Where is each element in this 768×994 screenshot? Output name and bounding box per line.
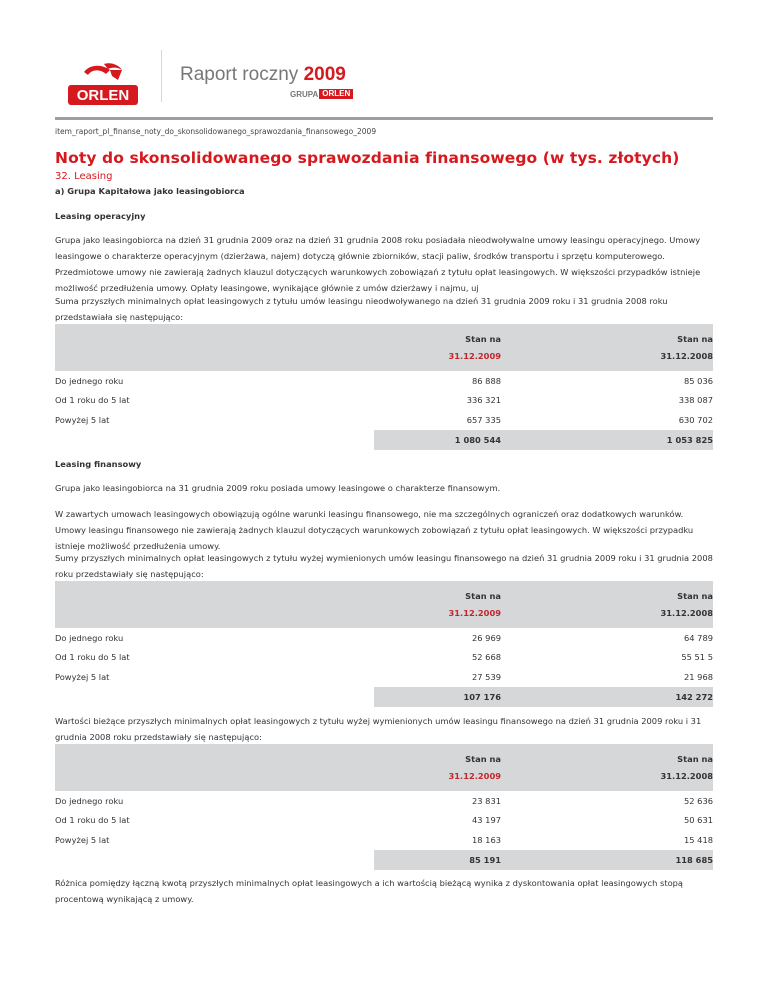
section-heading: 32. Leasing <box>55 171 113 182</box>
report-title: Raport roczny 2009 <box>180 64 346 85</box>
paragraph-fin-4: Wartości bieżące przyszłych minimalnych opłat leasingowych z tytułu wyżej wymienionych umów leasingu finansowego na dzień 31 grudnia 2009 roku i 31 grudnia 2008 roku przedstawiały się następująco: <box>55 716 702 742</box>
report-year: 2009 <box>303 64 346 85</box>
heading-leasing-operacyjny: Leasing operacyjny <box>55 211 146 221</box>
svg-text:ORLEN: ORLEN <box>76 87 130 104</box>
page-title: Noty do skonsolidowanego sprawozdania finansowego (w tys. złotych) <box>55 149 680 167</box>
column-header-2008: Stan na 31.12.2008 <box>501 581 713 628</box>
header-divider <box>161 50 162 102</box>
paragraph-final: Różnica pomiędzy łączną kwotą przyszłych minimalnych opłat leasingowych a ich wartością bieżącą wynika z dyskontowania opłat leasingowych stopą procentową wynikającą z umowy. <box>55 878 684 904</box>
column-header-2008: Stan na 31.12.2008 <box>501 744 713 791</box>
table-row: Powyżej 5 lat 18 163 15 418 <box>55 834 713 845</box>
item-slug: item_raport_pl_finanse_noty_do_skonsolidowanego_sprawozdania_finansowego_2009 <box>55 127 377 136</box>
table-wartosci-biezace <box>55 744 713 870</box>
table-total-row: 1 080 544 1 053 825 <box>55 430 713 450</box>
column-header-2008: Stan na 31.12.2008 <box>501 324 713 371</box>
table-row: Od 1 roku do 5 lat 43 197 50 631 <box>55 815 713 826</box>
paragraph-suma: Suma przyszłych minimalnych opłat leasingowych z tytułu umów leasingu nieodwoływanego na dzień 31 grudnia 2009 roku i 31 grudnia 2008 roku przedstawiała się następująco: <box>55 296 668 322</box>
table-row: Od 1 roku do 5 lat 52 668 55 51 5 <box>55 652 713 663</box>
table-row: Powyżej 5 lat 657 335 630 702 <box>55 414 713 425</box>
paragraph-fin-1: Grupa jako leasingobiorca na 31 grudnia 2009 roku posiada umowy leasingowe o charakterze finansowym. <box>55 483 501 493</box>
heading-leasing-finansowy: Leasing finansowy <box>55 459 142 469</box>
column-header-2009: Stan na 31.12.2009 <box>374 581 501 628</box>
grupa-orlen-mark: GRUPA ORLEN <box>290 89 353 99</box>
paragraph-fin-3: Sumy przyszłych minimalnych opłat leasingowych z tytułu wyżej wymienionych umów leasingu finansowego na dzień 31 grudnia 2009 roku i 31 grudnia 2008 roku przedstawiały się następująco: <box>55 553 713 579</box>
header-rule <box>55 117 713 120</box>
paragraph-operacyjny: Grupa jako leasingobiorca na dzień 31 grudnia 2009 oraz na dzień 31 grudnia 2008 roku posiadała nieodwoływalne umowy leasingu operacyjnego. Umowy leasingowe o charakterze operacyjnym (dzierżawa, najem) dotyczą głównie zbiorników, stacji paliw, środków transportu i sprzętu komputerowego. Przedmiotowe umowy nie zawierają żadnych klauzul dotyczących warunkowych zobowiązań z tytułu opłat leasingowych. W większości przypadków istnieje możliwość przedłużenia umowy. Opłaty leasingowe, wynikające głównie z umów dzierżawy i najmu, uj <box>55 235 701 293</box>
table-row: Powyżej 5 lat 27 539 21 968 <box>55 671 713 682</box>
column-header-2009: Stan na 31.12.2009 <box>374 324 501 371</box>
table-total-row: 85 191 118 685 <box>55 850 713 870</box>
orlen-logo <box>66 58 140 106</box>
table-total-row: 107 176 142 272 <box>55 687 713 707</box>
table-operacyjny <box>55 324 713 450</box>
table-row: Do jednego roku 23 831 52 636 <box>55 795 713 806</box>
table-finansowy <box>55 581 713 707</box>
table-row: Do jednego roku 86 888 85 036 <box>55 375 713 386</box>
column-header-2009: Stan na 31.12.2009 <box>374 744 501 791</box>
table-row: Do jednego roku 26 969 64 789 <box>55 632 713 643</box>
table-row: Od 1 roku do 5 lat 336 321 338 087 <box>55 395 713 406</box>
paragraph-fin-2: W zawartych umowach leasingowych obowiązują ogólne warunki leasingu finansowego, nie ma szczególnych ograniczeń oraz dodatkowych warunków. Umowy leasingu finansowego nie zawierają żadnych klauzul dotyczących warunkowych zobowiązań z tytułu opłat leasingowych. W większości przypadku istnieje możliwość przedłużenia umowy. <box>55 509 694 551</box>
report-header <box>55 50 715 110</box>
subsection-heading: a) Grupa Kapitałowa jako leasingobiorca <box>55 186 245 196</box>
